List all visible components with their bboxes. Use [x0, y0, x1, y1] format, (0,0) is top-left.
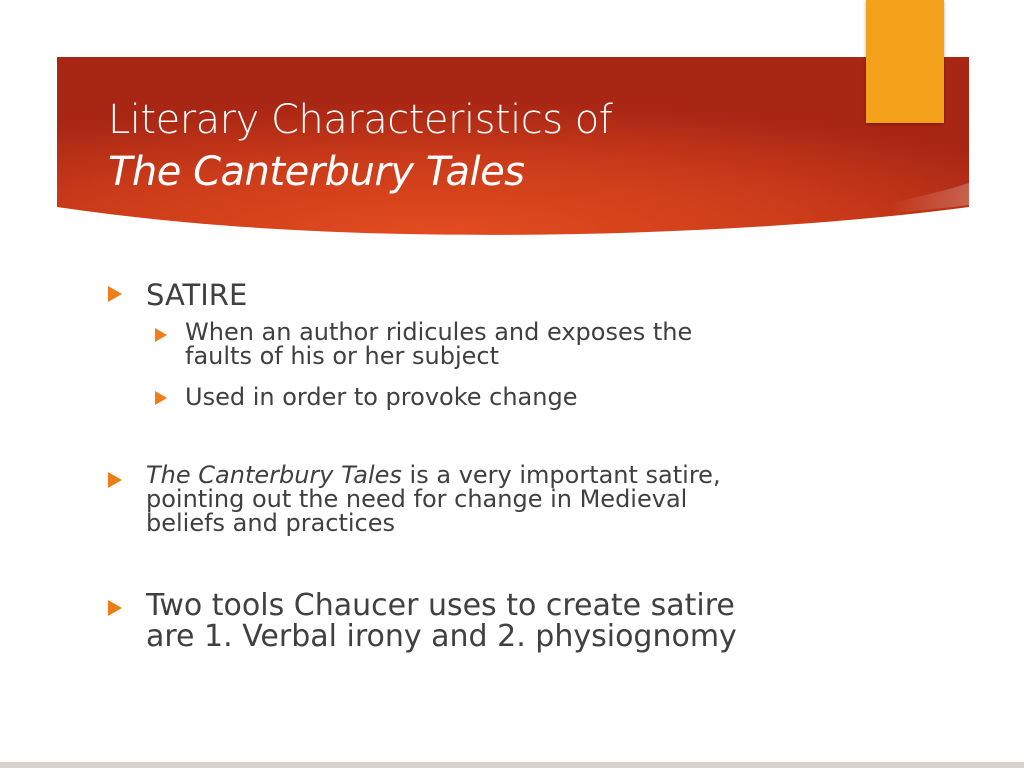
- bullet-line-1-rest: is a very important satire,: [401, 461, 721, 489]
- triangle-right-icon: [108, 600, 122, 616]
- triangle-right-icon: [155, 391, 167, 405]
- sub-bullet-line-2: faults of his or her subject: [185, 342, 499, 370]
- bottom-rule: [0, 762, 1024, 768]
- sub-bullet-text: [185, 320, 692, 368]
- sub-bullet-line-1: When an author ridicules and exposes the: [185, 318, 693, 346]
- title-line-1: Literary Characteristics of: [108, 97, 613, 143]
- bullet-text: [146, 463, 721, 535]
- book-title: The Canterbury Tales: [146, 461, 402, 489]
- triangle-right-icon: [108, 472, 122, 488]
- triangle-right-icon: [155, 328, 167, 342]
- triangle-right-icon: [108, 286, 122, 302]
- bullet-line-2: are 1. Verbal irony and 2. physiognomy: [146, 619, 737, 654]
- bullet-text: SATIRE: [146, 278, 248, 312]
- bullet-text: [146, 590, 737, 652]
- bullet-line-2: pointing out the need for change in Medieval: [146, 485, 688, 513]
- bullet-line-1: Two tools Chaucer uses to create satire: [146, 588, 735, 623]
- bullet-line-3: beliefs and practices: [146, 509, 396, 537]
- bullet-line-1: [146, 463, 721, 487]
- sub-bullet-text: Used in order to provoke change: [185, 383, 578, 411]
- title-line-2: The Canterbury Tales: [108, 149, 525, 195]
